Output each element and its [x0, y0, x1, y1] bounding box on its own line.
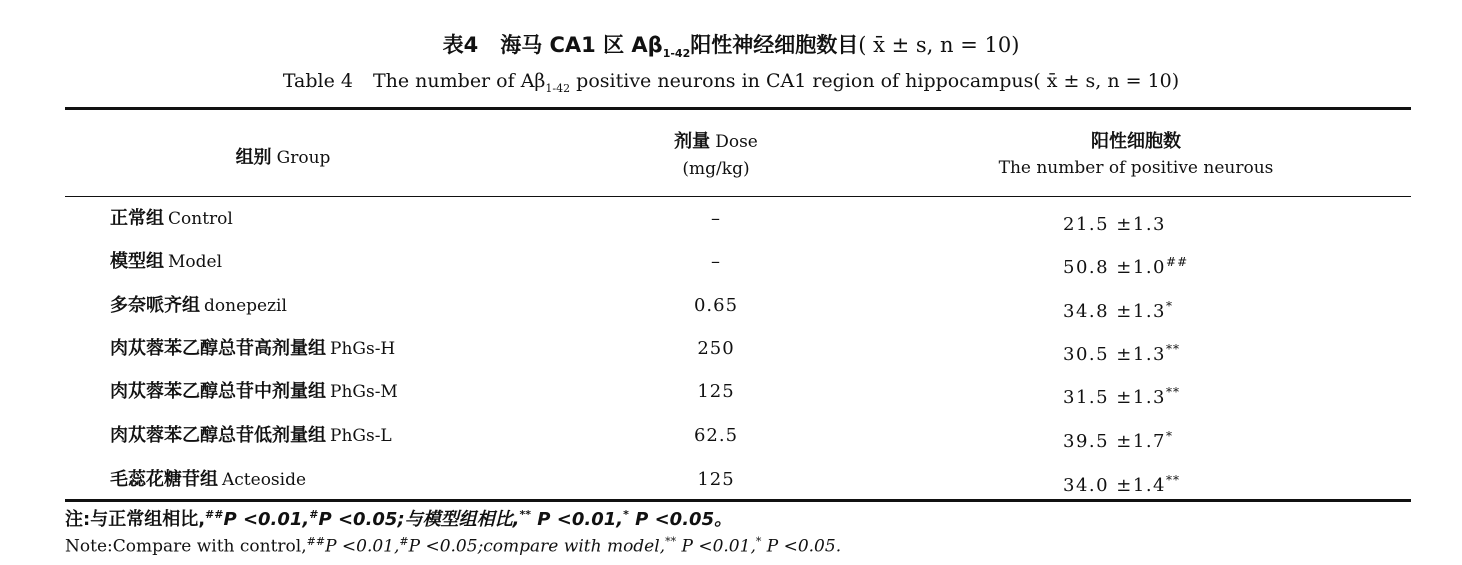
note-zh-mark-2: #	[309, 508, 319, 521]
row-group-en: Acteoside	[222, 470, 307, 490]
row-dose: 250	[697, 338, 735, 359]
header-positive-en: The number of positive neurous	[998, 158, 1274, 178]
note-zh-text-3: P <0.01,	[537, 509, 624, 530]
note-en-text-2: P <0.05;compare with model,	[408, 536, 666, 557]
row-dose: 125	[697, 469, 735, 490]
header-bottom-rule	[65, 196, 1411, 197]
table-row	[0, 204, 1462, 234]
row-value: 31.5 ±1.3	[1063, 387, 1167, 408]
note-en-mark-3: **	[665, 535, 677, 548]
header-positive	[930, 128, 1342, 182]
row-group-zh: 正常组	[110, 208, 164, 229]
row-dose: 62.5	[693, 425, 739, 446]
row-group-en: PhGs-M	[330, 382, 398, 402]
note-en-text-1: P <0.01,	[325, 536, 400, 557]
row-significance-mark: ##	[1166, 255, 1189, 269]
row-group-zh: 肉苁蓉苯乙醇总苷高剂量组	[110, 338, 326, 359]
table-row	[0, 247, 1462, 277]
note-en-text-4: P <0.05.	[766, 536, 842, 557]
header-group-zh: 组别	[235, 147, 272, 168]
note-english	[65, 535, 841, 557]
row-dose: –	[711, 251, 721, 272]
table-number-zh: 表4	[442, 33, 479, 57]
note-zh-mark-4: *	[623, 508, 629, 521]
note-en-mark-2: #	[399, 535, 409, 548]
table-row	[0, 334, 1462, 364]
note-zh-text-2: P <0.05;与模型组相比,	[318, 509, 520, 530]
row-significance-mark: *	[1166, 429, 1174, 443]
table-bottom-rule	[65, 499, 1411, 502]
header-group	[183, 143, 383, 169]
row-group-en: Model	[168, 252, 223, 272]
header-dose-en: Dose	[715, 132, 758, 152]
row-group-zh: 毛蕊花糖苷组	[110, 469, 218, 490]
table-row	[0, 421, 1462, 451]
header-dose	[616, 128, 816, 183]
note-en-prefix: Note:Compare with control,	[65, 536, 307, 557]
row-dose: –	[711, 208, 721, 229]
row-group-zh: 肉苁蓉苯乙醇总苷低剂量组	[110, 425, 326, 446]
note-zh-mark-1: ##	[205, 508, 224, 521]
header-dose-unit: (mg/kg)	[682, 159, 750, 179]
caption-stats-zh: ( x̄ ± s, n = 10)	[858, 33, 1020, 57]
caption-title-tail-zh: 阳性神经细胞数目	[690, 33, 859, 57]
note-zh-text-4: P <0.05。	[635, 509, 733, 530]
caption-english	[0, 70, 1462, 95]
row-value: 30.5 ±1.3	[1063, 344, 1167, 365]
header-dose-zh: 剂量	[674, 131, 711, 152]
row-group-en: PhGs-L	[330, 426, 392, 446]
row-group-en: Control	[168, 209, 233, 229]
caption-chinese	[0, 29, 1462, 60]
row-dose: 0.65	[693, 295, 739, 316]
row-value: 34.0 ±1.4	[1063, 475, 1167, 496]
caption-subscript-zh: 1-42	[662, 47, 691, 61]
note-en-mark-4: *	[755, 535, 762, 548]
row-value: 39.5 ±1.7	[1063, 431, 1167, 452]
row-value: 50.8 ±1.0	[1063, 257, 1167, 278]
caption-title-en: The number of Aβ	[372, 70, 546, 92]
row-group-zh: 肉苁蓉苯乙醇总苷中剂量组	[110, 381, 326, 402]
note-zh-mark-3: **	[519, 508, 532, 521]
row-group-en: donepezil	[204, 296, 287, 316]
caption-title-zh: 海马 CA1 区 Aβ	[500, 33, 663, 57]
row-significance-mark: *	[1166, 299, 1174, 313]
note-zh-text-1: P <0.01,	[223, 509, 310, 530]
header-positive-zh: 阳性细胞数	[1091, 131, 1181, 152]
row-group-zh: 多奈哌齐组	[110, 295, 200, 316]
row-group-en: PhGs-H	[330, 339, 396, 359]
note-zh-prefix: 注:与正常组相比,	[65, 509, 206, 530]
row-significance-mark: **	[1166, 385, 1181, 399]
caption-title-tail-en: positive neurons in CA1 region of hippocampus	[576, 70, 1034, 92]
header-group-en: Group	[276, 148, 331, 168]
note-chinese	[65, 505, 732, 531]
row-value: 21.5 ±1.3	[1063, 214, 1167, 235]
table-row	[0, 291, 1462, 321]
row-group-zh: 模型组	[110, 251, 164, 272]
row-significance-mark: **	[1166, 473, 1181, 487]
table-top-rule	[65, 107, 1411, 110]
note-en-text-3: P <0.01,	[681, 536, 756, 557]
table-row	[0, 377, 1462, 407]
note-en-mark-1: ##	[306, 535, 326, 548]
row-value: 34.8 ±1.3	[1063, 301, 1167, 322]
row-dose: 125	[697, 381, 735, 402]
row-significance-mark: **	[1166, 342, 1181, 356]
caption-subscript-en: 1-42	[545, 81, 571, 95]
table-row	[0, 465, 1462, 495]
table-number-en: Table 4	[282, 70, 353, 92]
caption-stats-en: ( x̄ ± s, n = 10)	[1033, 70, 1180, 92]
